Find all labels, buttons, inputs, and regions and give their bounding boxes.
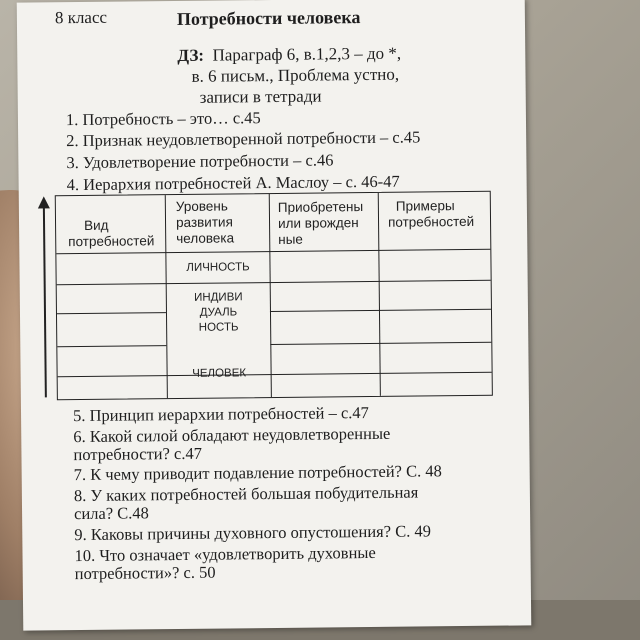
header-kind-line: Вид xyxy=(83,217,109,233)
table-row-line xyxy=(270,309,491,312)
question-4: 4. Иерархия потребностей А. Маслоу – с. 46-47 xyxy=(66,171,400,195)
homework-line-1: Параграф 6, в.1,2,3 – до *, xyxy=(212,43,402,65)
level-human: ЧЕЛОВЕК xyxy=(192,367,247,380)
page-title: Потребности человека xyxy=(176,7,361,30)
homework-line-2: в. 6 письм., Проблема устно, xyxy=(191,64,400,86)
question-7: 7. К чему приводит подавление потребностей? С. 48 xyxy=(73,461,442,485)
question-10: 10. Что означает «удовлетворить духовные xyxy=(74,542,376,566)
table-row-line xyxy=(57,280,491,286)
header-acquired xyxy=(278,199,364,248)
header-kind-line: потребностей xyxy=(68,233,155,250)
question-2: 2. Признак неудовлетворенной потребности – с.45 xyxy=(66,127,421,151)
table-row-line xyxy=(57,345,166,347)
table-row-line xyxy=(270,342,491,345)
maslow-table xyxy=(55,191,493,401)
level-individuality-line: ИНДИВИ xyxy=(193,291,243,304)
question-10-cont: потребности»? с. 50 xyxy=(74,562,216,584)
question-8-cont: сила? С.48 xyxy=(73,503,149,524)
level-individuality-line: ДУАЛЬ xyxy=(199,306,238,319)
header-level-line: человека xyxy=(176,230,235,247)
question-1: 1. Потребность – это… с.45 xyxy=(65,108,261,130)
header-examples xyxy=(388,198,474,231)
header-acquired-line: ные xyxy=(278,231,303,247)
homework-label: ДЗ: xyxy=(177,45,205,65)
header-kind xyxy=(68,217,154,250)
question-6-cont: потребности? с.47 xyxy=(73,443,203,465)
header-level-line: развития xyxy=(175,214,233,231)
question-8: 8. У каких потребностей большая побудительная xyxy=(73,482,419,506)
grade-label: 8 класс xyxy=(54,7,108,28)
level-personality: ЛИЧНОСТЬ xyxy=(186,261,250,274)
header-level xyxy=(176,198,234,247)
question-3: 3. Удовлетворение потребности – с.46 xyxy=(66,150,334,173)
header-examples-line: Примеры xyxy=(395,198,455,214)
header-acquired-line: Приобретены xyxy=(277,199,364,215)
hierarchy-arrow-line xyxy=(43,205,47,397)
level-individuality xyxy=(167,290,270,336)
homework-block xyxy=(177,43,401,108)
level-individuality-line: НОСТЬ xyxy=(198,321,239,334)
question-6: 6. Какой силой обладают неудовлетворенные xyxy=(73,423,391,447)
header-level-line: Уровень xyxy=(175,198,228,215)
question-5: 5. Принцип иерархии потребностей – с.47 xyxy=(72,403,369,426)
homework-line-3: записи в тетради xyxy=(199,86,322,107)
worksheet-paper xyxy=(17,0,532,631)
question-9: 9. Каковы причины духовного опустошения? С. 49 xyxy=(74,521,432,545)
table-col-line xyxy=(378,193,381,396)
header-examples-line: потребностей xyxy=(387,213,475,230)
header-acquired-line: или врожден xyxy=(277,215,359,231)
table-row-line xyxy=(57,312,166,314)
table-row-line xyxy=(58,372,492,378)
